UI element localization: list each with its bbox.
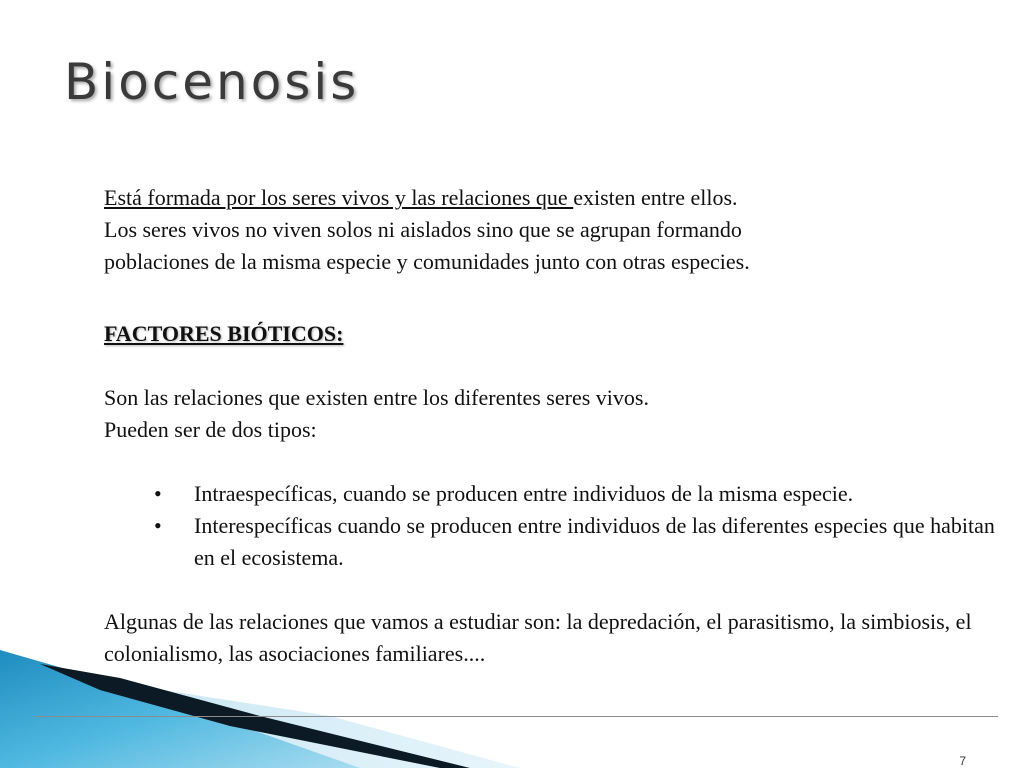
intro-underlined-text: Está formada por los seres vivos y las relaciones que bbox=[104, 185, 574, 210]
bullet-icon: • bbox=[154, 513, 162, 538]
definition-text: Son las relaciones que existen entre los diferentes seres vivos. bbox=[104, 385, 649, 410]
section-heading: FACTORES BIÓTICOS: bbox=[104, 321, 344, 346]
slide-title: Biocenosis bbox=[64, 53, 360, 111]
types-intro-text: Pueden ser de dos tipos: bbox=[104, 417, 317, 442]
intro-line-1 bbox=[104, 182, 1004, 214]
list-item bbox=[104, 510, 1004, 574]
closing-text: Algunas de las relaciones que vamos a estudiar son: la depredación, el parasitismo, la simbiosis, el colonialismo, las asociaciones familiares.... bbox=[104, 609, 972, 666]
bullet-icon: • bbox=[154, 481, 162, 506]
list-item-text: Interespecíficas cuando se producen entre individuos de las diferentes especies que habitan en el ecosistema. bbox=[194, 513, 995, 570]
intro-line-3: poblaciones de la misma especie y comunidades junto con otras especies. bbox=[104, 249, 750, 274]
list-item-text: Intraespecíficas, cuando se producen entre individuos de la misma especie. bbox=[194, 481, 854, 506]
types-list bbox=[104, 478, 1004, 574]
intro-rest-text: existen entre ellos. bbox=[573, 185, 738, 210]
slide-body bbox=[104, 182, 1004, 670]
intro-line-2: Los seres vivos no viven solos ni aislados sino que se agrupan formando bbox=[104, 217, 742, 242]
page-number: 7 bbox=[959, 754, 966, 768]
list-item bbox=[104, 478, 1004, 510]
footer-divider bbox=[34, 716, 998, 717]
